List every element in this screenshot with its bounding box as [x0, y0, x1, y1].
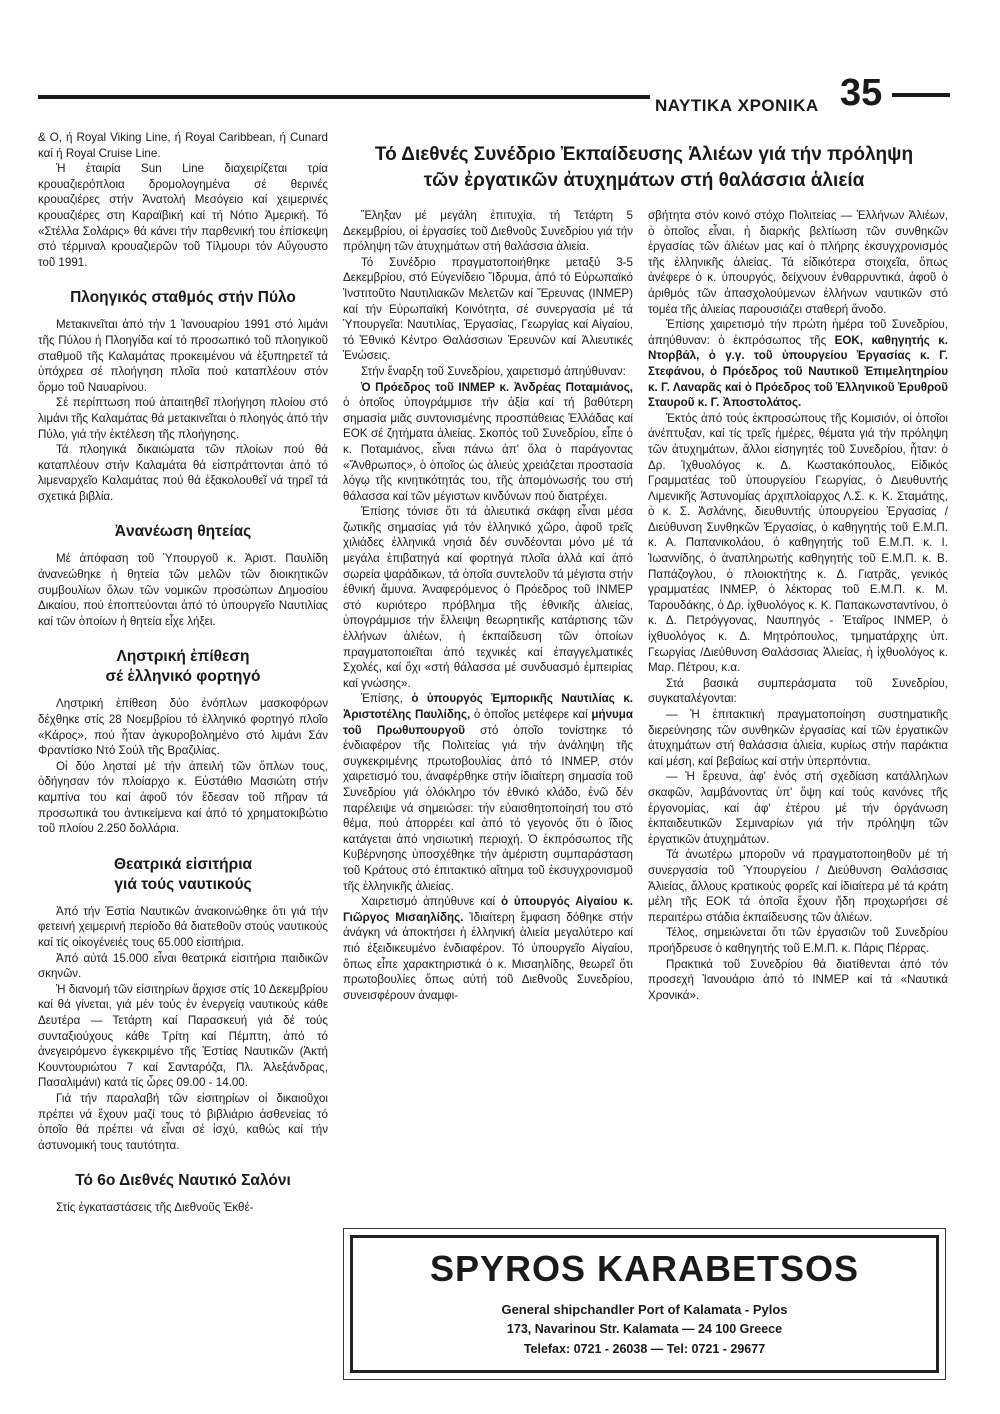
paragraph: Στήν ἔναρξη τοῦ Συνεδρίου, χαιρετισμό ἀπηύθυναν: [361, 364, 626, 378]
article-column-right [648, 208, 948, 1003]
paragraph: Ἔληξαν μέ μεγάλη ἐπιτυχία, τή Τετάρτη 5 Δεκεμβρίου, οἱ ἐργασίες τοῦ Διεθνοῦς Συνεδρίου γιά τήν πρόληψη τῶν ἀτυχημάτων στή θαλάσσια ἁλιεία. [343, 209, 633, 254]
paragraph: Μετακινεῖται ἀπό τήν 1 Ἰανουαρίου 1991 στό λιμάνι τῆς Πύλου ἡ Πλοηγίδα καί τό προσωπικό τοῦ πλοηγικοῦ σταθμοῦ τῆς Καλαμάτας προκειμένου νά ἐξυπηρετεῖ τά ὑπόχρεα σέ πλοήγηση πλοῖα πού καταπλέουν στόν ὅρμο τοῦ Ναυαρίνου. [38, 318, 328, 394]
magazine-title: ΝΑΥΤΙΚΑ ΧΡΟΝΙΚΑ [655, 96, 819, 115]
headline-line: Τό Διεθνές Συνέδριο Ἐκπαίδευσης Ἁλιέων γιά τήν πρόληψη [374, 144, 914, 165]
paragraph: σβήτητα στόν κοινό στόχο Πολιτείας — Ἑλλήνων Ἁλιέων, ὁ ὁποῖος εἶναι, ἡ διαρκής βελτίωση τῶν συνθηκῶν ἐργασίας τῶν ἁλιέων μας καί ὁ πλήρης ἐκσυγχρονισμός τῆς ἑλληνικῆς ἁλιείας. Τά εἰδικότερα στοιχεῖα, ὅπως ἀνέφερε ὁ κ. ὑπουργός, δείχνουν ἐνθαρρυντικά, ἀφοῦ ὁ ἀριθμός τῶν ἀπασχολούμενων ἑλλήνων ναυτικῶν στό τομέα τῆς ἁλιείας παρουσιάζει σταθερή ἄνοδο. [648, 209, 948, 316]
paragraph: Τά πλοηγικά δικαιώματα τῶν πλοίων πού θά καταπλέουν στήν Καλαμάτα θά εἰσπράττονται ἀπό τό λιμεναρχεῖο Καλαμάτας πού θά ἐξακολουθεῖ νά τηρεῖ τά σχετικά βιβλία. [38, 443, 328, 503]
paragraph: — Ἡ ἐπιτακτική πραγματοποίηση συστηματικῆς διερεύνησης τῶν συνθηκῶν ἐργασίας καί τῶν ἐργατικῶν ἀτυχημάτων στή θαλάσσια ἁλιεία, κυρίως στήν παράκτια καί μέση, καί βεβαίως καί στήν ὑπερπόντια. [648, 708, 948, 768]
paragraph [343, 691, 633, 894]
paragraph: Στίς ἐγκαταστάσεις τῆς Διεθνοῦς Ἐκθέ- [56, 1201, 254, 1215]
bold-text: ὁ ὑπουργός Αἰγαίου κ. Γιῶργος Μισαηλίδης. [343, 895, 633, 924]
article-headline [340, 142, 948, 194]
bold-text: ΕΟΚ, καθηγητής κ. Ντορβάλ, ὁ γ.γ. τοῦ ὑπουργείου Ἐργασίας κ. Γ. Στεφάνου, ὁ Πρόεδρος τοῦ Ναυτικοῦ Ἐπιμελητηρίου κ. Γ. Λαναρᾶς καί ὁ Πρόεδρος τοῦ Ἑλληνικοῦ Ἐρυθροῦ Σταυροῦ κ. Γ. Ἀποστολάτος. [648, 333, 948, 410]
bold-text: ὁ ὑπουργός Ἐμπορικῆς Ναυτιλίας κ. Ἀριστοτέλης Παυλίδης, [343, 692, 634, 721]
text: Ἐπίσης, [361, 692, 412, 706]
text: Ἐπίσης χαιρετισμό τήν πρώτη ἡμέρα τοῦ Συνεδρίου, ἀπηύθυναν: ὁ ἐκπρόσωπος τῆς [648, 318, 948, 347]
intro-paragraph: Ἡ ἑταιρία Sun Line διαχειρίζεται τρία κρουαζιερόπλοια δρομολογημένα σέ θερινές κρουαζιέρες στήν Ἀνατολή Μεσόγειο καί χειμερινές κρουαζιέρες στη Καραϊβική καί τή Νότιο Ἀμερική. Τό «Στέλλα Σολάρις» θά κάνει τήν παρθενική του ἐπίσκεψη στό τέρμιναλ κρουαζιερῶν τοῦ Τίλμουρι τόν Αὔγουστο τοῦ 1991. [38, 162, 328, 269]
ad-address: 173, Navarinou Str. Kalamata — 24 100 Greece [506, 1322, 783, 1336]
paragraph [343, 894, 633, 1003]
paragraph: Ἀπό τήν Ἑστία Ναυτικῶν ἀνακοινώθηκε ὅτι γιά τήν φετεινή χειμερινή περίοδο θά διατεθοῦν στούς ναυτικούς καί τίς οἰκογένειές τους 65.000 εἰσιτήρια. [38, 904, 328, 949]
paragraph: Τέλος, σημειώνεται ὅτι τῶν ἐργασιῶν τοῦ Συνεδρίου προήδρευσε ὁ καθηγητής τοῦ Ε.Μ.Π. κ. Πάρις Πέρρας. [648, 926, 948, 955]
paragraph: Σέ περίπτωση πού ἀπαιτηθεῖ πλοήγηση πλοίου στό λιμάνι τῆς Καλαμάτας θά μετακινεῖται ὁ πλοηγός ἀπό τήν Πύλο, γιά τήν ἐκτέλεση τῆς πλοήγησης. [38, 396, 328, 441]
paragraph: Τό Συνέδριο πραγματοποιήθηκε μεταξύ 3-5 Δεκεμβρίου, στό Εὐγενίδειο Ἵδρυμα, ἀπό τό Εὐρωπαϊκό Ἰνστιτοῦτο Ναυτιλιακῶν Μελετῶν καί Ἔρευνας (INMEP) καί τήν Εὐρωπαϊκή Κοινότητα, σέ συνεργασία μέ τά Ὑπουργεῖα: Ναυτιλίας, Ἐργασίας, Γεωργίας καί Αἰγαίου, τό Ἐθνικό Κέντρο Θαλάσσιων Ἐρευνῶν καί Ἁλιευτικές Ἑνώσεις. [343, 255, 633, 363]
bold-text: Ὁ Πρόεδρος τοῦ INMEP κ. Ἀνδρέας Ποταμιάνος, [361, 380, 633, 394]
headline-line: τῶν ἐργατικῶν ἀτυχημάτων στή θαλάσσια ἁλιεία [423, 170, 865, 191]
intro-paragraph: & Ο, ή Royal Viking Line, ή Royal Caribbean, ή Cunard καί ή Royal Cruise Line. [38, 131, 328, 160]
left-column [38, 130, 328, 1216]
heading-line: Ληστρική ἐπίθεση [116, 648, 250, 666]
heading-line: γιά τούς ναυτικούς [114, 875, 252, 893]
paragraph: Ἀπό αὐτά 15.000 εἶναι θεατρικά εἰσιτήρια παιδικῶν σκηνῶν. [38, 951, 328, 981]
text: Χαιρετισμό ἀπηύθυνε καί [361, 895, 501, 909]
text: ὁ ὁποῖος μετέφερε καί [470, 708, 592, 721]
paragraph: Ἡ διανομή τῶν εἰσιτηρίων ἄρχισε στίς 10 Δεκεμβρίου καί θά γίνεται, γιά μέν τούς ἐν ἐνεργείᾳ ναυτικούς κάθε Δευτέρα — Τετάρτη καί Παρασκευή γιά δέ τούς συνταξιούχους κάθε Τρίτη καί Πέμπτη, ἀπό τό ἀνεγειρόμενο ἐγκεκριμένο τῆς Ἑστίας Ναυτικῶν (Ἀκτή Κουντουριώτου 7 καί Σανταρόζα, Πλ. Ἀλεξάνδρας, Πασαλιμάνι) κατά τίς ὧρες 09.00 - 14.00. [38, 982, 328, 1090]
section-heading-salon: Τό 6ο Διεθνές Ναυτικό Σαλόνι [75, 1172, 291, 1190]
ad-phone: Telefax: 0721 - 26038 — Tel: 0721 - 29677 [523, 1342, 766, 1356]
advertisement-frame [350, 1235, 939, 1373]
paragraph: Ληστρική ἐπίθεση δύο ἐνόπλων μασκοφόρων δέχθηκε στίς 28 Νοεμβρίου τό ἑλληνικό φορτηγό πλοῖο «Κάρος», πού ἦταν ἀγκυροβολημένο στό λιμάνι Σάν Φραντίσκο Ντό Σούλ τῆς Βραζιλίας. [38, 697, 328, 758]
paragraph [343, 380, 633, 505]
header-rule-left [38, 95, 650, 99]
section-heading-renewal: Ἀνανέωση θητείας [114, 523, 252, 541]
paragraph: Τά ἀνωτέρω μποροῦν νά πραγματοποιηθοῦν μέ τή συνεργασία τοῦ Ὑπουργείου / Διεύθυνση Θαλάσσιας Ἁλιείας, ἄλλους κρατικούς φορεῖς καί ἰδιαίτερα μέ τά κράτη μέλη τῆς ΕΟΚ τά ὁποῖα ἔχουν ἤδη προχωρήσει σέ περαιτέρω στάδια ἐκπαίδευσης τῶν ἁλιέων. [648, 848, 948, 924]
paragraph: — Ἡ ἔρευνα, ἀφ' ἑνός στή σχεδίαση κατάλληλων σκαφῶν, λαμβάνοντας ὑπ' ὄψη καί τούς κανόνες τῆς ἐργονομίας, καί ἀφ' ἑτέρου μέ τήν ὀργάνωση ἐκπαιδευτικῶν Σεμιναρίων γιά τήν πρόληψη τῶν ἐργατικῶν ἀτυχημάτων. [648, 770, 948, 846]
paragraph [648, 317, 948, 411]
paragraph: Στά βασικά συμπεράσματα τοῦ Συνεδρίου, συγκαταλέγονται: [648, 676, 948, 706]
bold-text: μήνυμα τοῦ Πρωθυπουργοῦ [343, 708, 633, 737]
header-rule-right [892, 93, 950, 97]
ad-brand-name: SPYROS KARABETSOS [429, 1248, 860, 1289]
section-heading-piracy [38, 647, 328, 687]
section-heading-tickets [38, 855, 328, 895]
text: ὁ ὁποῖος ὑπογράμμισε τήν ἀξία καί τή βαθύτερη σημασία μιᾶς συντονισμένης προσπάθειας Ἑλλάδας καί ΕΟΚ σέ ζητήματα ἁλιείας. Σκοπός τοῦ Συνεδρίου, εἶπε ὁ κ. Ποταμιάνος, εἶναι πάνω ἀπ' ὅλα ὁ παράγοντας «Ἄνθρωπος», ὁ ὁποῖος ὡς ἁλιεύς χρειάζεται προστασία λόγῳ τῆς κινητικότητάς του, τῆς ἀπομόνωσής του στή θάλασσα καί τῶν μέγιστων κινδύνων πού διατρέχει. [343, 396, 633, 503]
paragraph: Μέ ἀπόφαση τοῦ Ὑπουργοῦ κ. Ἀριστ. Παυλίδη ἀνανεώθηκε ἡ θητεία τῶν μελῶν τῶν διοικητικῶν συμβουλίων ὅλων τῶν νομικῶν προσώπων Δημοσίου Δικαίου, πού ἐποπτεύονται ἀπό τό ὑπουργεῖο Ναυτιλίας καί τῶν ὁποίων ἡ θητεία εἶχε λήξει. [38, 552, 328, 628]
paragraph: Οἱ δύο λησταί μέ τήν ἀπειλή τῶν ὅπλων τους, ὁδήγησαν τόν πλοίαρχο κ. Εὐστάθιο Μασιώτη στήν καμπίνα του καί ἀφοῦ τόν ἔδεσαν τοῦ πῆραν τά προσωπικά του ἀντικείμενα καί ἀπό τό χρηματοκιβώτιο τοῦ πλοίου 2.250 δολλάρια. [38, 759, 328, 836]
text: στό ὁποῖο τονίστηκε τό ἐνδιαφέρον τῆς Πολιτείας γιά τήν ἀνάληψη τῆς συγκεκριμένης πρωτοβουλίας ἀπό τό INMEP, στόν χαιρετισμό του, ἀναφέρθηκε στήν ἰδιαίτερη σημασία τοῦ Συνεδρίου γιά ὁλόκληρο τόν ἐθνικό κλάδο, ἐνῶ δέν παρέλειψε νά σημειώσει: τήν εὐαισθητοποίησή του στό θέμα, πού ἀπορρέει καί ἀπό τό γεγονός ὅτι ὁ ἴδιος κατάγεται ἀπό νησιωτική περιοχή. Ὁ ἐκπρόσωπος τῆς Κυβέρνησης ὑποσχέθηκε τήν ἀμέριστη συμπαράσταση τοῦ Κράτους στό ἐπιτακτικό αἴτημα τοῦ ἐκσυγχρονισμοῦ τῆς ἑλληνικῆς ἁλιείας. [343, 723, 634, 893]
section-heading-pylos: Πλοηγικός σταθμός στήν Πύλο [70, 289, 296, 307]
text: Ἰδιαίτερη ἔμφαση δόθηκε στήν ἀνάγκη νά ἀποκτήσει ἡ ἑλληνική ἁλιεία μεγαλύτερο καί πιό ἐξειδικευμένο ἐνδιαφέρον. Τό ὑπουργεῖο Αἰγαίου, ὅπως εἶπε χαρακτηριστικά ὁ κ. Μισαηλίδης, θεωρεῖ ὅτι πρωτοβουλίες ὅπως αὐτή τοῦ Διεθνοῦς Συνεδρίου, συνεισφέρουν ἀναμφι- [343, 910, 633, 1002]
article-column-middle [343, 208, 633, 1003]
heading-line: Θεατρικά εἰσιτήρια [113, 855, 253, 873]
heading-line: σέ ἑλληνικό φορτηγό [105, 668, 261, 686]
paragraph: Πρακτικά τοῦ Συνεδρίου θά διατίθενται ἀπό τόν προσεχή Ἰανουάριο ἀπό τό INMEP καί τά «Ναυτικά Χρονικά». [648, 957, 948, 1002]
ad-business-line: General shipchandler Port of Kalamata - Pylos [501, 1302, 788, 1317]
paragraph: Ἐπίσης τόνισε ὅτι τά ἁλιευτικά σκάφη εἶναι μέσα ζωτικῆς σημασίας γιά τόν ἑλληνικό χῶρο, ἀφοῦ τρεῖς χιλιάδες ἑλληνικά νησιά δέν συνδέονται μόνο μέ τά μεγάλα ἐπιβατηγά καί φορτηγά πλοῖα ἀλλά καί ἀπό σωρεία ψαράδικων, τά ὁποῖα συντελοῦν τά μέγιστα στήν ἐθνική ἄμυνα. Ἀναφερόμενος ὁ Πρόεδρος τοῦ INMEP στό κυριότερο πρόβλημα τῆς ἐθνικῆς ἁλιείας, ὑπογράμμισε τήν ἔλλειψη θεωρητικῆς κατάρτισης τῶν ἑλλήνων ἁλιέων, ἡ ἐκπαίδευση τῶν ὁποίων πραγματοποιεῖται ἀπό τεχνικές καί ἐπαγγελματικές Σχολές, καί ὄχι «στή θάλασσα μέ συνδυασμό ἐμπειρίας καί γνώσης». [343, 505, 633, 690]
page-number: 35 [840, 72, 883, 114]
advertisement [343, 1228, 946, 1380]
paragraph: Γιά τήν παραλαβή τῶν εἰσιτηρίων οἱ δικαιοῦχοι πρέπει νά ἔχουν μαζί τους τό βιβλιάριο ἀσθενείας τό ὁποῖο θά πρέπει νά εἶναι σέ ἰσχύ, καθώς καί τήν ἀστυνομική τους ταυτότητα. [38, 1091, 328, 1152]
paragraph: Ἐκτός ἀπό τούς ἐκπροσώπους τῆς Κομισιόν, οἱ ὁποῖοι ἀνέπτυξαν, καί τίς τρεῖς ἡμέρες, θέματα γιά τήν πρόληψη τῶν ἀτυχημάτων, ἄλλοι εἰσηγητές τοῦ Συνεδρίου, ἦταν: ὁ Δρ. Ἰχθυολόγος κ. Δ. Κωστακόπουλος, Εἰδικός Γραμματέας τοῦ ὑπουργείου Γεωργίας, ὁ Διευθυντής Λιμενικῆς Ἀστυνομίας ἀρχιπλοίαρχος Λ.Σ. κ. Κ. Σταμάτης, ὁ κ. Σ. Ἀσλάνης, διευθυντής ὑπουργείου Ἐργασίας / Διεύθυνση Συνθηκῶν Ἐργασίας, ὁ καθηγητής τοῦ Ε.Μ.Π. κ. Α. Παπανικολάου, ὁ καθηγητής τοῦ Ε.Μ.Π. κ. Ι. Ἰωαννίδης, ὁ ἀναπληρωτής καθηγητής τοῦ Ε.Μ.Π. κ. Β. Παπάζογλου, ὁ πλοιοκτήτης κ. Δ. Γιατρᾶς, γενικός γραμματέας INMEP, ὁ λέκτορας τοῦ Ε.Μ.Π. κ. Μ. Ταρουδάκης, ὁ Δρ. ἰχθυολόγος κ. Κ. Παπακωνσταντίνου, ὁ κ. Δ. Πετρόγγονας, Ναυπηγός - Ἑταῖρος INMEP, ὁ ἰχθυολόγος κ. Δ. Μητρόπουλος, τμηματάρχης ὑπ. Γεωργίας /Διεύθυνση Θαλάσσιας Ἁλιείας, ἡ ἰχθυολόγος κ. Μαρ. Πέτρου, κ.α. [648, 411, 948, 675]
